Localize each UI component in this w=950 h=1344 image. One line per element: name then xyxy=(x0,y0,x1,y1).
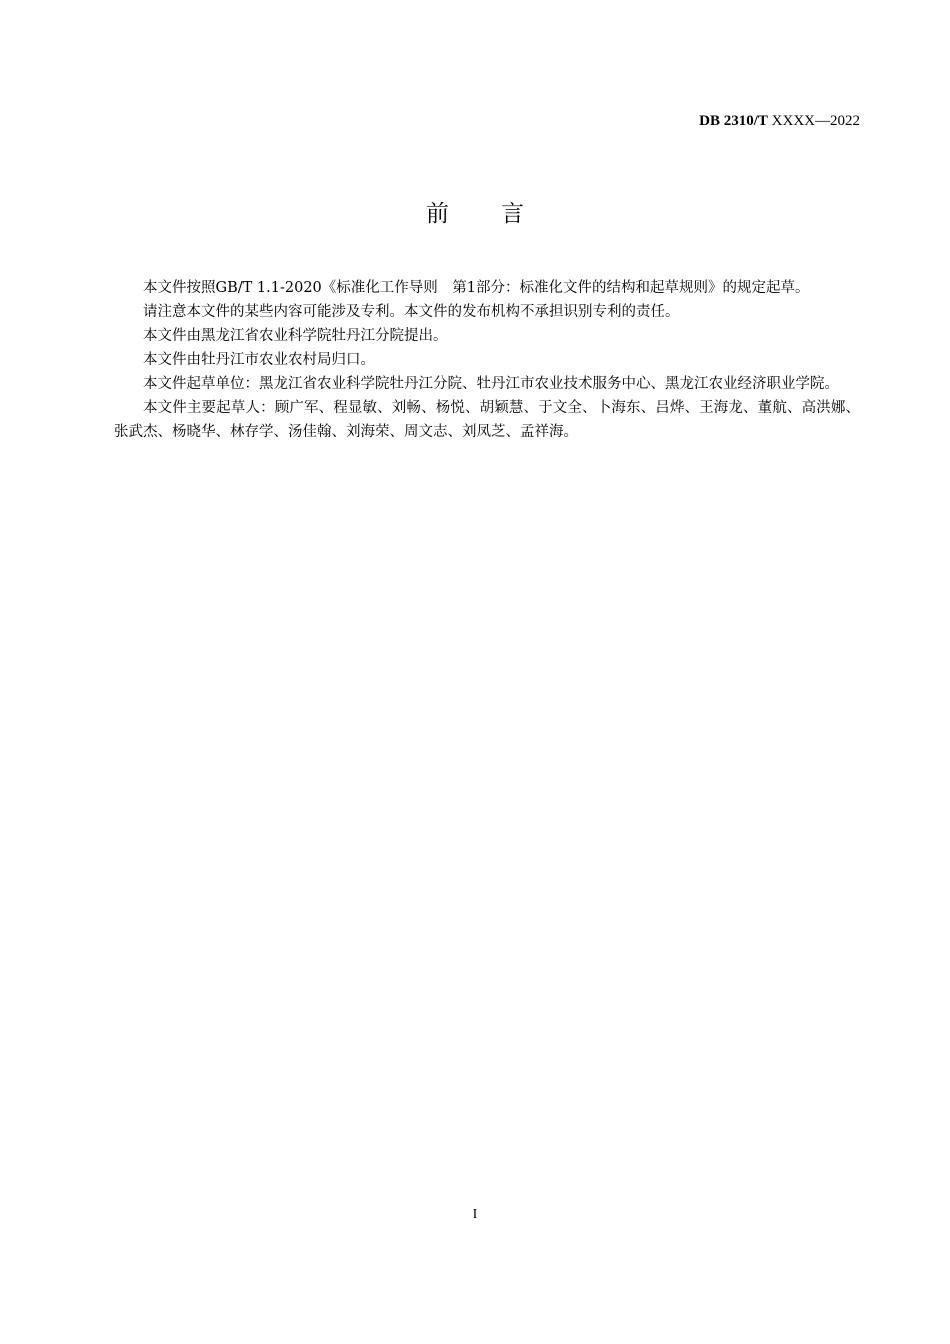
foreword-body xyxy=(114,276,860,444)
document-number xyxy=(699,113,860,130)
paragraph-patent-notice: 请注意本文件的某些内容可能涉及专利。本文件的发布机构不承担识别专利的责任。 xyxy=(143,304,680,320)
title-char-2: 言 xyxy=(501,201,524,227)
page-number: I xyxy=(472,1207,478,1222)
page-title xyxy=(0,197,950,231)
paragraph-drafting-units: 本文件起草单位：黑龙江省农业科学院牡丹江分院、牡丹江市农业技术服务中心、黑龙江农业经济职业学院。 xyxy=(143,376,839,392)
paragraph-drafting-rules: 本文件按照GB/T 1.1-2020《标准化工作导则 第1部分：标准化文件的结构和起草规则》的规定起草。 xyxy=(143,280,810,296)
document-suffix: XXXX—2022 xyxy=(767,113,860,129)
paragraph-proposer: 本文件由黑龙江省农业科学院牡丹江分院提出。 xyxy=(143,328,448,344)
paragraph-drafters: 本文件主要起草人：顾广军、程显敏、刘畅、杨悦、胡颖慧、于文全、卜海东、吕烨、王海龙、董航、高洪娜、张武杰、杨晓华、林存学、汤佳翰、刘海荣、周文志、刘凤芝、孟祥海。 xyxy=(114,400,860,440)
document-code: DB 2310/T xyxy=(699,113,768,129)
title-char-1: 前 xyxy=(426,201,449,227)
paragraph-centralized-by: 本文件由牡丹江市农业农村局归口。 xyxy=(143,352,375,368)
